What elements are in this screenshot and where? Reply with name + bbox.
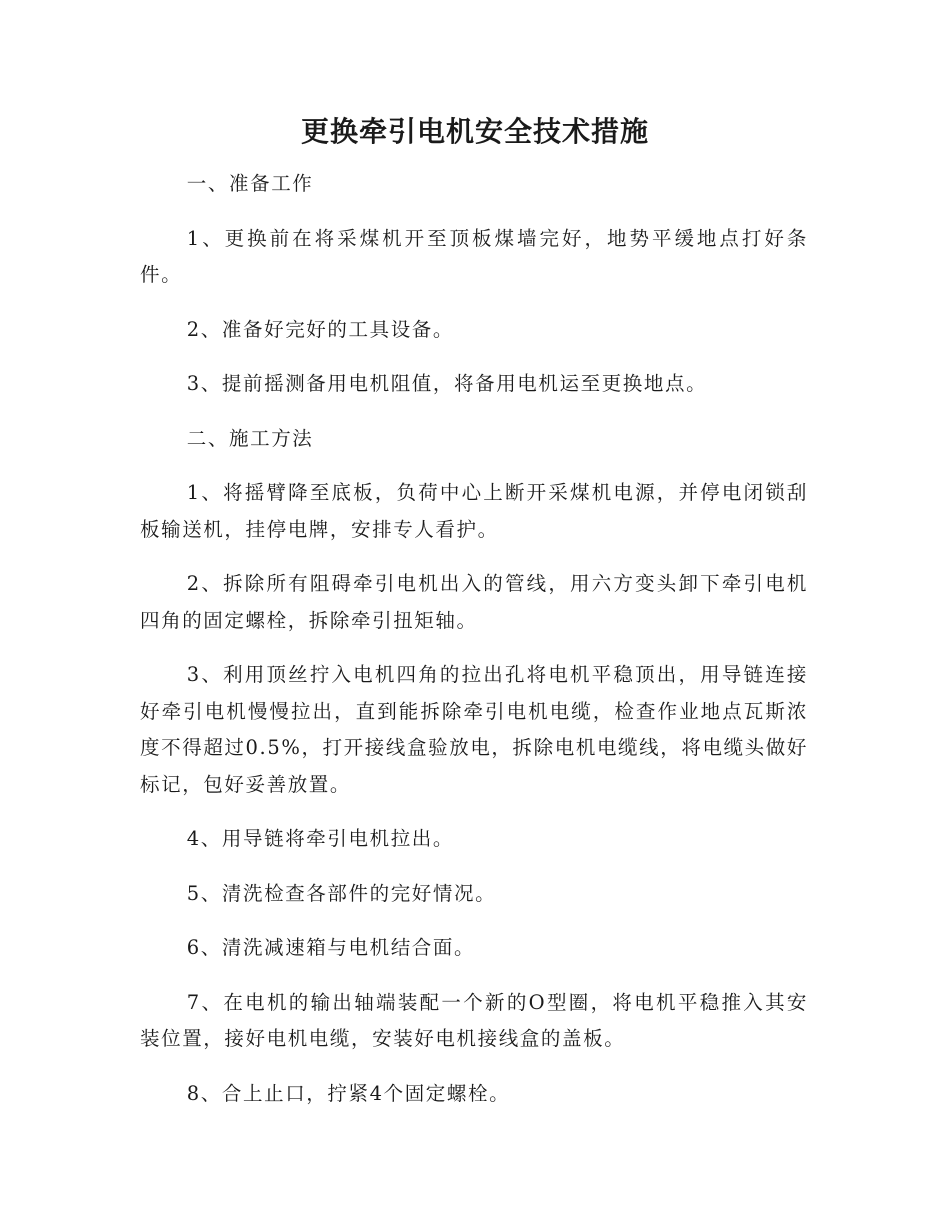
paragraph-method-2: 2、拆除所有阻碍牵引电机出入的管线，用六方变头卸下牵引电机四角的固定螺栓，拆除牵引扭矩轴。 xyxy=(140,572,808,632)
paragraph-method-5: 5、清洗检查各部件的完好情况。 xyxy=(186,881,497,905)
section-heading-method: 二、施工方法 xyxy=(186,426,314,450)
paragraph-method-6: 6、清洗减速箱与电机结合面。 xyxy=(186,936,476,959)
paragraph-method-8: 8、合上止口，拧紧4个固定螺栓。 xyxy=(186,1081,511,1105)
paragraph-prep-1: 1、更换前在将采煤机开至顶板煤墙完好，地势平缓地点打好条件。 xyxy=(140,226,808,286)
paragraph-method-3: 3、利用顶丝拧入电机四角的拉出孔将电机平稳顶出，用导链连接好牵引电机慢慢拉出，直到能拆除牵引电机电缆，检查作业地点瓦斯浓度不得超过0.5%，打开接线盒验放电，拆除电机电缆线，将电缆头做好标记，包好妥善放置。 xyxy=(140,663,808,796)
paragraph-prep-2: 2、准备好完好的工具设备。 xyxy=(186,317,455,341)
paragraph-method-4: 4、用导链将牵引电机拉出。 xyxy=(186,827,455,850)
section-heading-preparation: 一、准备工作 xyxy=(186,172,314,195)
paragraph-method-1: 1、将摇臂降至底板，负荷中心上断开采煤机电源，并停电闭锁刮板输送机，挂停电牌，安排专人看护。 xyxy=(140,481,808,541)
document-title: 更换牵引电机安全技术措施 xyxy=(300,115,649,148)
paragraph-prep-3: 3、提前摇测备用电机阻值，将备用电机运至更换地点。 xyxy=(186,372,708,395)
document-body xyxy=(140,166,808,1130)
paragraph-method-7: 7、在电机的输出轴端装配一个新的O型圈，将电机平稳推入其安装位置，接好电机电缆，安装好电机接线盒的盖板。 xyxy=(140,990,808,1050)
